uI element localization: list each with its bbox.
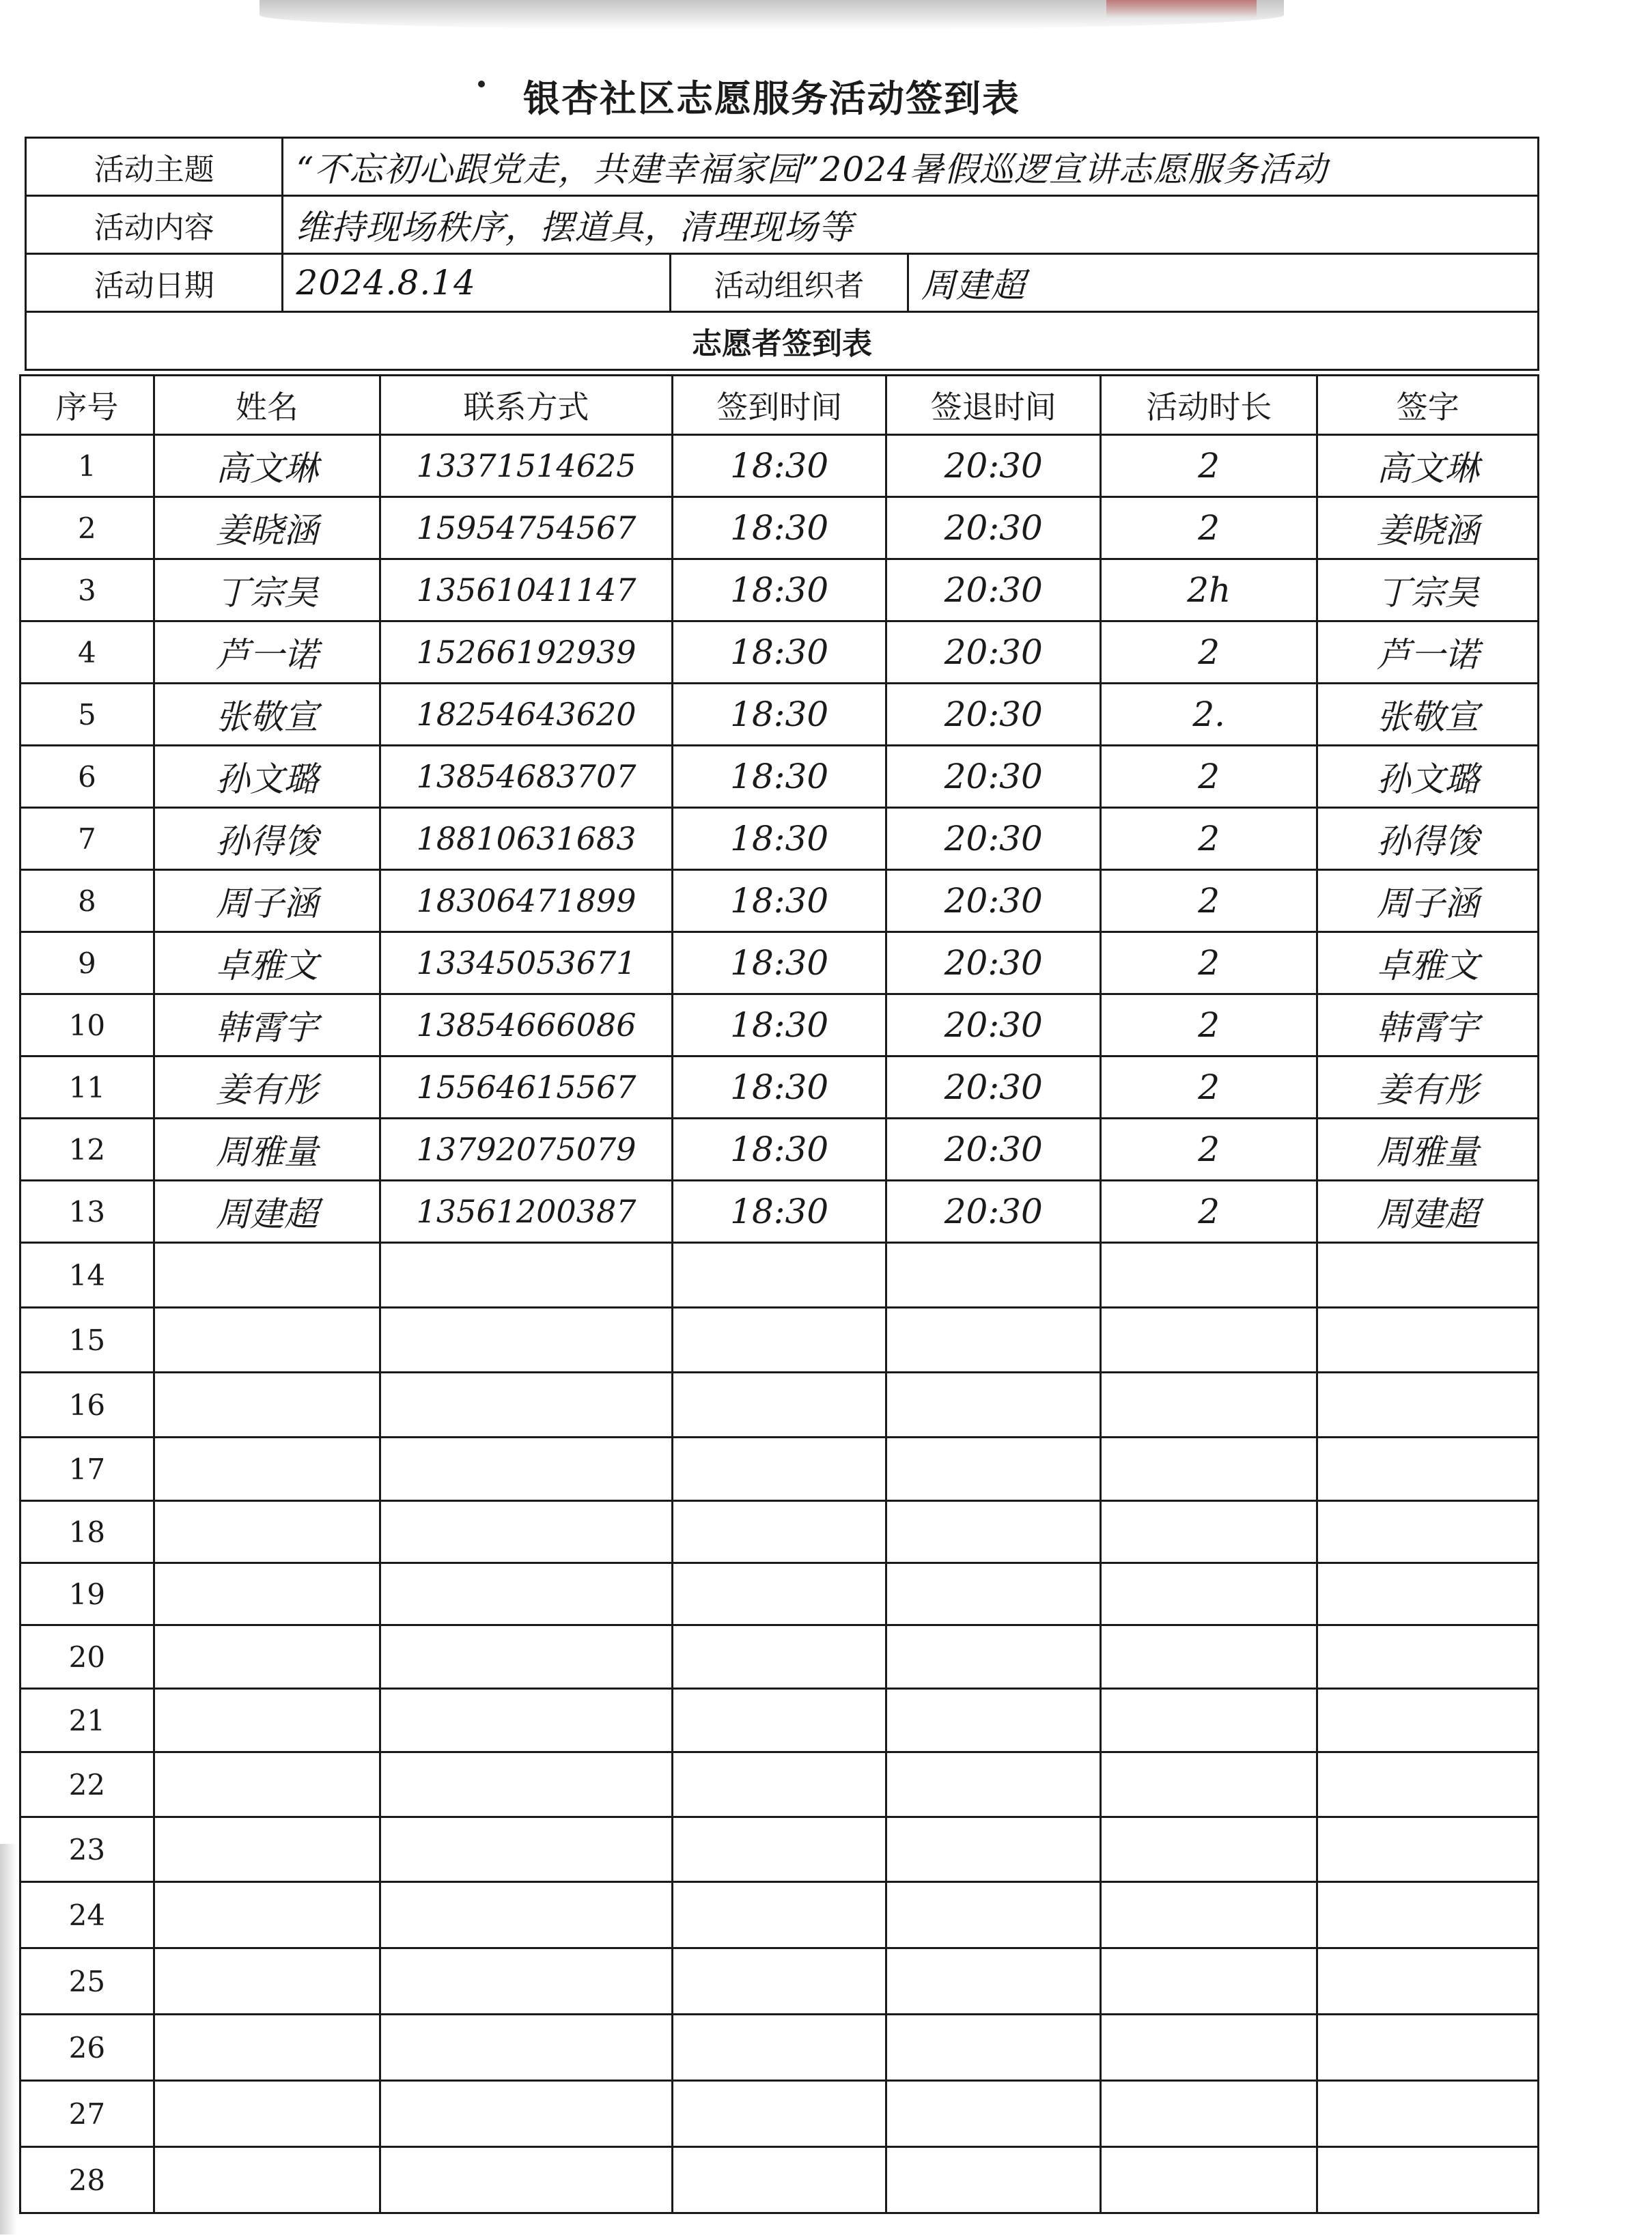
phone-number: 13792075079 <box>380 1119 673 1181</box>
row-number: 16 <box>20 1373 154 1438</box>
row-number: 15 <box>20 1308 154 1373</box>
phone-number <box>380 1752 673 1817</box>
phone-number <box>380 1308 673 1373</box>
signature: 周建超 <box>1317 1181 1539 1243</box>
checkin-time <box>672 1308 886 1373</box>
volunteer-name: 丁宗昊 <box>154 559 380 621</box>
phone-number <box>380 1625 673 1689</box>
row-number: 7 <box>20 808 154 870</box>
table-row <box>20 497 1539 559</box>
row-number: 12 <box>20 1119 154 1181</box>
phone-number <box>380 2147 673 2213</box>
volunteer-name: 芦一诺 <box>154 621 380 684</box>
phone-number: 13561200387 <box>380 1181 673 1243</box>
phone-number <box>380 1438 673 1501</box>
row-number: 25 <box>20 1948 154 2015</box>
table-header <box>20 376 1539 435</box>
checkin-time <box>672 1373 886 1438</box>
phone-number: 18810631683 <box>380 808 673 870</box>
duration: 2 <box>1101 994 1317 1056</box>
checkout-time: 20:30 <box>886 684 1101 746</box>
checkout-time <box>886 1501 1101 1563</box>
table-row <box>20 1882 1539 1948</box>
table-row <box>20 435 1539 497</box>
phone-number: 13561041147 <box>380 559 673 621</box>
duration <box>1101 1948 1317 2015</box>
date-value: 2024.8.14 <box>283 254 671 312</box>
duration <box>1101 1882 1317 1948</box>
row-number: 18 <box>20 1501 154 1563</box>
volunteer-name <box>154 2015 380 2081</box>
signature <box>1317 1438 1539 1501</box>
checkin-time: 18:30 <box>672 684 886 746</box>
row-number: 24 <box>20 1882 154 1948</box>
duration: 2h <box>1101 559 1317 621</box>
row-number: 8 <box>20 870 154 932</box>
duration: 2. <box>1101 684 1317 746</box>
table-row <box>20 1308 1539 1373</box>
checkout-time: 20:30 <box>886 994 1101 1056</box>
duration: 2 <box>1101 1056 1317 1119</box>
volunteer-name: 周子涵 <box>154 870 380 932</box>
signature <box>1317 1817 1539 1882</box>
volunteer-name <box>154 1563 380 1625</box>
theme-value: “不忘初心跟党走，共建幸福家园”2024暑假巡逻宣讲志愿服务活动 <box>283 138 1539 196</box>
col-name-header: 姓名 <box>154 376 380 435</box>
signature <box>1317 2081 1539 2147</box>
volunteer-name: 周建超 <box>154 1181 380 1243</box>
signature <box>1317 2147 1539 2213</box>
checkout-time: 20:30 <box>886 932 1101 994</box>
checkout-time: 20:30 <box>886 1056 1101 1119</box>
row-number: 2 <box>20 497 154 559</box>
phone-number <box>380 1817 673 1882</box>
table-row <box>20 2081 1539 2147</box>
signature: 周雅量 <box>1317 1119 1539 1181</box>
signature <box>1317 1373 1539 1438</box>
duration: 2 <box>1101 870 1317 932</box>
signature <box>1317 1882 1539 1948</box>
checkin-time: 18:30 <box>672 746 886 808</box>
volunteer-name: 韩霄宇 <box>154 994 380 1056</box>
phone-number <box>380 1243 673 1308</box>
row-number: 28 <box>20 2147 154 2213</box>
checkout-time <box>886 1625 1101 1689</box>
col-signature-header: 签字 <box>1317 376 1539 435</box>
checkin-time <box>672 2015 886 2081</box>
row-number: 13 <box>20 1181 154 1243</box>
col-checkout-header: 签退时间 <box>886 376 1101 435</box>
table-row <box>20 1501 1539 1563</box>
volunteer-name: 孙文璐 <box>154 746 380 808</box>
subtitle-row <box>26 312 1539 370</box>
signature <box>1317 1243 1539 1308</box>
volunteer-name <box>154 2081 380 2147</box>
phone-number <box>380 1689 673 1752</box>
phone-number <box>380 2081 673 2147</box>
duration: 2 <box>1101 497 1317 559</box>
volunteer-name <box>154 1373 380 1438</box>
duration <box>1101 1243 1317 1308</box>
signature <box>1317 1501 1539 1563</box>
organizer-label: 活动组织者 <box>671 254 908 312</box>
checkin-time: 18:30 <box>672 994 886 1056</box>
signature: 卓雅文 <box>1317 932 1539 994</box>
checkin-time <box>672 1501 886 1563</box>
row-number: 20 <box>20 1625 154 1689</box>
checkin-time <box>672 1625 886 1689</box>
row-number: 26 <box>20 2015 154 2081</box>
volunteer-name <box>154 1948 380 2015</box>
volunteer-name: 张敬宣 <box>154 684 380 746</box>
volunteer-name <box>154 1308 380 1373</box>
page-top-stain <box>1106 0 1257 18</box>
page-title: 银杏社区志愿服务活动签到表 <box>523 77 1020 120</box>
checkin-time <box>672 2081 886 2147</box>
content-row <box>26 196 1539 254</box>
phone-number <box>380 1948 673 2015</box>
theme-label: 活动主题 <box>26 138 283 196</box>
checkout-time: 20:30 <box>886 870 1101 932</box>
signature: 姜有彤 <box>1317 1056 1539 1119</box>
signature: 张敬宣 <box>1317 684 1539 746</box>
row-number: 19 <box>20 1563 154 1625</box>
table-row <box>20 559 1539 621</box>
duration: 2 <box>1101 621 1317 684</box>
duration: 2 <box>1101 1119 1317 1181</box>
row-number: 9 <box>20 932 154 994</box>
col-number-header: 序号 <box>20 376 154 435</box>
signature <box>1317 1689 1539 1752</box>
col-duration-header: 活动时长 <box>1101 376 1317 435</box>
checkin-time: 18:30 <box>672 435 886 497</box>
phone-number: 15954754567 <box>380 497 673 559</box>
signature: 丁宗昊 <box>1317 559 1539 621</box>
table-row <box>20 808 1539 870</box>
checkout-time: 20:30 <box>886 435 1101 497</box>
duration <box>1101 1563 1317 1625</box>
signature <box>1317 1308 1539 1373</box>
duration: 2 <box>1101 746 1317 808</box>
checkout-time <box>886 2015 1101 2081</box>
checkout-time <box>886 1752 1101 1817</box>
phone-number: 15564615567 <box>380 1056 673 1119</box>
table-row <box>20 1563 1539 1625</box>
volunteer-name <box>154 1625 380 1689</box>
phone-number <box>380 1882 673 1948</box>
checkin-time: 18:30 <box>672 1119 886 1181</box>
checkin-time <box>672 1817 886 1882</box>
table-row <box>20 1243 1539 1308</box>
phone-number <box>380 1563 673 1625</box>
volunteer-name <box>154 1438 380 1501</box>
signature: 周子涵 <box>1317 870 1539 932</box>
table-row <box>20 1689 1539 1752</box>
checkout-time <box>886 2147 1101 2213</box>
volunteer-name: 卓雅文 <box>154 932 380 994</box>
signature: 高文琳 <box>1317 435 1539 497</box>
signature: 姜晓涵 <box>1317 497 1539 559</box>
duration <box>1101 1625 1317 1689</box>
table-row <box>20 684 1539 746</box>
volunteer-name <box>154 1817 380 1882</box>
checkout-time <box>886 1817 1101 1882</box>
row-number: 21 <box>20 1689 154 1752</box>
checkin-time <box>672 1243 886 1308</box>
signature: 孙得馂 <box>1317 808 1539 870</box>
volunteer-name <box>154 1752 380 1817</box>
checkout-time: 20:30 <box>886 621 1101 684</box>
table-row <box>20 1373 1539 1438</box>
duration <box>1101 2015 1317 2081</box>
checkin-time <box>672 1438 886 1501</box>
table-row <box>20 2015 1539 2081</box>
table-row <box>20 2147 1539 2213</box>
phone-number: 13345053671 <box>380 932 673 994</box>
duration <box>1101 1501 1317 1563</box>
checkin-time: 18:30 <box>672 497 886 559</box>
phone-number: 13371514625 <box>380 435 673 497</box>
checkout-time: 20:30 <box>886 808 1101 870</box>
duration: 2 <box>1101 932 1317 994</box>
table-row <box>20 932 1539 994</box>
signature <box>1317 1948 1539 2015</box>
checkout-time <box>886 1438 1101 1501</box>
row-number: 27 <box>20 2081 154 2147</box>
volunteer-name: 周雅量 <box>154 1119 380 1181</box>
phone-number: 13854683707 <box>380 746 673 808</box>
checkin-time <box>672 1689 886 1752</box>
table-row <box>20 746 1539 808</box>
activity-info-table <box>25 137 1539 371</box>
signature <box>1317 1625 1539 1689</box>
table-row <box>20 1181 1539 1243</box>
checkout-time <box>886 1882 1101 1948</box>
signature: 孙文璐 <box>1317 746 1539 808</box>
content-value: 维持现场秩序，摆道具，清理现场等 <box>283 196 1539 254</box>
checkin-time: 18:30 <box>672 932 886 994</box>
duration <box>1101 1373 1317 1438</box>
signature <box>1317 1563 1539 1625</box>
checkout-time <box>886 1373 1101 1438</box>
volunteer-table-subtitle: 志愿者签到表 <box>26 312 1539 370</box>
table-row <box>20 1948 1539 2015</box>
duration: 2 <box>1101 808 1317 870</box>
phone-number: 15266192939 <box>380 621 673 684</box>
duration <box>1101 2147 1317 2213</box>
table-row <box>20 994 1539 1056</box>
table-row <box>20 1056 1539 1119</box>
table-row <box>20 1817 1539 1882</box>
volunteer-name <box>154 1243 380 1308</box>
checkout-time <box>886 1948 1101 2015</box>
row-number: 14 <box>20 1243 154 1308</box>
volunteer-name: 高文琳 <box>154 435 380 497</box>
row-number: 11 <box>20 1056 154 1119</box>
phone-number <box>380 2015 673 2081</box>
duration <box>1101 2081 1317 2147</box>
checkout-time: 20:30 <box>886 559 1101 621</box>
table-row <box>20 1625 1539 1689</box>
volunteer-name <box>154 1501 380 1563</box>
phone-number <box>380 1501 673 1563</box>
row-number: 22 <box>20 1752 154 1817</box>
checkin-time: 18:30 <box>672 870 886 932</box>
checkout-time <box>886 1243 1101 1308</box>
phone-number <box>380 1373 673 1438</box>
duration <box>1101 1752 1317 1817</box>
duration <box>1101 1817 1317 1882</box>
volunteer-sign-table <box>19 374 1539 2214</box>
checkin-time <box>672 1948 886 2015</box>
duration: 2 <box>1101 435 1317 497</box>
organizer-value: 周建超 <box>908 254 1538 312</box>
table-row <box>20 621 1539 684</box>
volunteer-name: 姜有彤 <box>154 1056 380 1119</box>
checkin-time <box>672 1563 886 1625</box>
checkout-time: 20:30 <box>886 497 1101 559</box>
content-label: 活动内容 <box>26 196 283 254</box>
table-row <box>20 1752 1539 1817</box>
checkout-time: 20:30 <box>886 1181 1101 1243</box>
col-checkin-header: 签到时间 <box>672 376 886 435</box>
signature: 韩霄宇 <box>1317 994 1539 1056</box>
volunteer-name <box>154 1882 380 1948</box>
volunteer-name <box>154 2147 380 2213</box>
signature <box>1317 2015 1539 2081</box>
phone-number: 18254643620 <box>380 684 673 746</box>
phone-number: 13854666086 <box>380 994 673 1056</box>
checkin-time <box>672 1752 886 1817</box>
checkin-time: 18:30 <box>672 1181 886 1243</box>
volunteer-name: 孙得馂 <box>154 808 380 870</box>
checkin-time: 18:30 <box>672 1056 886 1119</box>
checkin-time: 18:30 <box>672 621 886 684</box>
row-number: 23 <box>20 1817 154 1882</box>
row-number: 17 <box>20 1438 154 1501</box>
col-phone-header: 联系方式 <box>380 376 673 435</box>
checkout-time: 20:30 <box>886 746 1101 808</box>
volunteer-name <box>154 1689 380 1752</box>
signature <box>1317 1752 1539 1817</box>
row-number: 6 <box>20 746 154 808</box>
row-number: 10 <box>20 994 154 1056</box>
date-row <box>26 254 1539 312</box>
duration <box>1101 1438 1317 1501</box>
checkout-time <box>886 1563 1101 1625</box>
row-number: 5 <box>20 684 154 746</box>
theme-row <box>26 138 1539 196</box>
duration <box>1101 1689 1317 1752</box>
row-number: 4 <box>20 621 154 684</box>
sign-in-sheet <box>25 137 1542 2240</box>
checkout-time <box>886 1308 1101 1373</box>
phone-number: 18306471899 <box>380 870 673 932</box>
page-left-shadow <box>0 1844 16 2235</box>
duration: 2 <box>1101 1181 1317 1243</box>
table-row <box>20 870 1539 932</box>
table-body <box>20 435 1539 2213</box>
signature: 芦一诺 <box>1317 621 1539 684</box>
row-number: 1 <box>20 435 154 497</box>
table-row <box>20 1119 1539 1181</box>
checkout-time <box>886 2081 1101 2147</box>
checkin-time: 18:30 <box>672 808 886 870</box>
checkin-time <box>672 2147 886 2213</box>
checkout-time <box>886 1689 1101 1752</box>
table-row <box>20 1438 1539 1501</box>
duration <box>1101 1308 1317 1373</box>
checkin-time <box>672 1882 886 1948</box>
checkin-time: 18:30 <box>672 559 886 621</box>
checkout-time: 20:30 <box>886 1119 1101 1181</box>
volunteer-name: 姜晓涵 <box>154 497 380 559</box>
date-label: 活动日期 <box>26 254 283 312</box>
row-number: 3 <box>20 559 154 621</box>
